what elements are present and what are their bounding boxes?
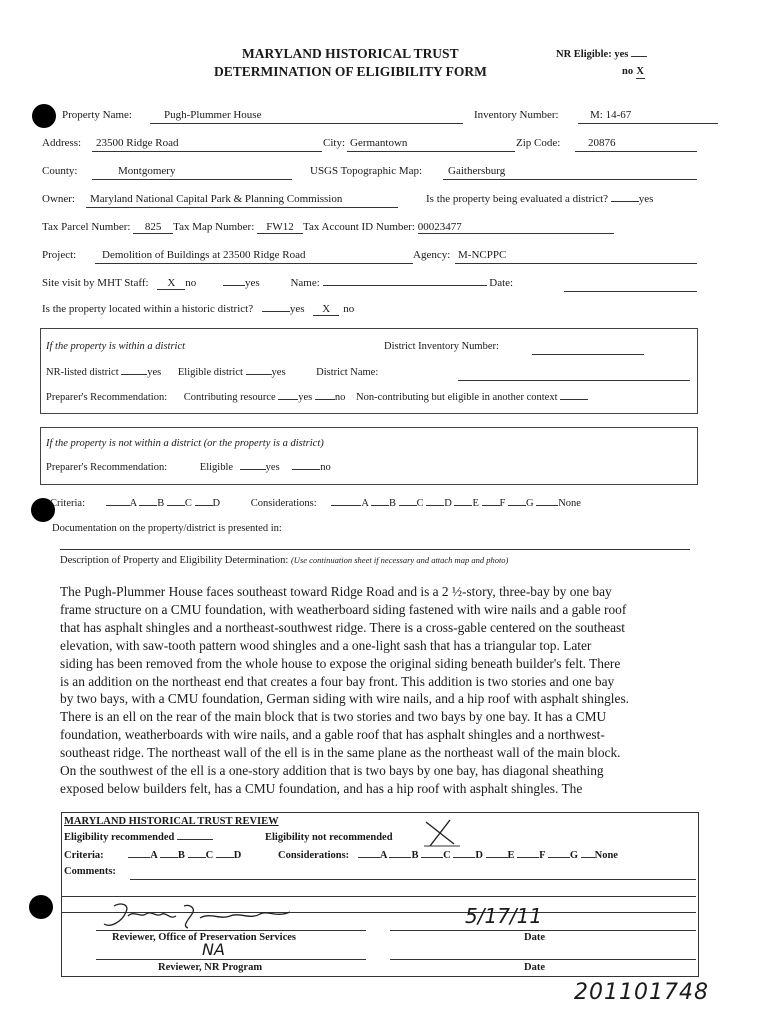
description-line: is an addition on the northeast end that creates a four bay front. This addition is two stories and one bay — [60, 673, 615, 689]
historic-district-question: Is the property located within a historic district? yes X no — [42, 303, 355, 315]
zip-label: Zip Code: — [516, 137, 561, 149]
district-inventory-label: District Inventory Number: — [384, 341, 499, 352]
comments-label: Comments: — [64, 866, 116, 877]
punch-hole-bottom — [29, 895, 53, 919]
county-value: Montgomery — [118, 165, 176, 177]
not-recommended-checkmark — [420, 818, 462, 848]
usgs-value: Gaithersburg — [448, 165, 506, 177]
punch-hole-top — [32, 104, 56, 128]
reviewer-nr-label: Reviewer, NR Program — [158, 962, 263, 973]
document-number-handwritten: 201101748 — [574, 980, 709, 1005]
description-line: elevation, with saw-tooth pattern wood shingles and a one-light sash that has a triangular top. Later — [60, 637, 592, 653]
description-line: by two bays, with a CMU foundation, German siding with wire nails, and a hip roof with asphalt shingles. — [60, 691, 630, 707]
description-body — [60, 583, 700, 798]
agency-value: M-NCPPC — [458, 249, 507, 261]
review-date-handwritten: 5/17/11 — [465, 904, 543, 928]
review-criteria-row: Criteria: A B C D Considerations: A B C D E F G None — [64, 850, 618, 861]
zip-value: 20876 — [588, 137, 616, 149]
within-district-heading: If the property is within a district — [46, 341, 186, 352]
county-label: County: — [42, 165, 78, 177]
nr-eligible-yes: NR Eligible: yes — [556, 49, 647, 60]
documentation-label: Documentation on the property/district is presented in: — [52, 523, 282, 534]
box1-row2: NR-listed district yes Eligible district yes District Name: — [46, 367, 379, 378]
review-date-label-1: Date — [524, 932, 545, 943]
description-line: southeast ridge. The northeast wall of the ell is in the same plane as the northeast wall of the main block. — [60, 745, 621, 761]
nr-program-na: NA — [202, 940, 225, 959]
description-line: frame structure on a CMU foundation, with weatherboard siding fastened with wire nails and a gable roof — [60, 601, 627, 617]
description-line: On the southwest of the ell is a one-story addition that is two bays by one bay, has diagonal sheathing — [60, 763, 604, 779]
project-label: Project: — [42, 249, 77, 261]
city-label: City: — [323, 137, 346, 149]
agency-label: Agency: — [413, 249, 451, 261]
inventory-label: Inventory Number: — [474, 109, 559, 121]
description-line: that has asphalt shingles and a northeast-southwest ridge. There is a cross-gable centered on the southeast — [60, 619, 625, 635]
form-title-2: DETERMINATION OF ELIGIBILITY FORM — [214, 64, 487, 79]
reviewer-ops-label: Reviewer, Office of Preservation Services — [112, 932, 296, 943]
owner-label: Owner: — [42, 193, 75, 205]
review-heading: MARYLAND HISTORICAL TRUST REVIEW — [64, 816, 279, 827]
usgs-label: USGS Topographic Map: — [310, 165, 423, 177]
property-name-label: Property Name: — [62, 109, 132, 121]
form-title-1: MARYLAND HISTORICAL TRUST — [242, 46, 459, 61]
address-value: 23500 Ridge Road — [96, 137, 179, 149]
not-within-district-box — [40, 427, 698, 485]
description-line: The Pugh-Plummer House faces southeast toward Ridge Road and is a 2 ½-story, three-bay by one bay — [60, 584, 612, 599]
box1-row3: Preparer's Recommendation: Contributing resource yes no Non-contributing but eligible in another context — [46, 392, 588, 403]
review-date-label-2: Date — [524, 962, 545, 973]
description-line: There is an ell on the rear of the main block that is two stories and two bays by one bay. It has a CMU — [60, 709, 607, 725]
city-value: Germantown — [350, 137, 408, 149]
eligibility-recommended: Eligibility recommended — [64, 832, 213, 843]
owner-value: Maryland National Capital Park & Planning Commission — [90, 193, 343, 205]
description-line: exposed below builders felt, has a CMU foundation, and has a hip roof with asphalt shingles. The — [60, 780, 583, 796]
nr-eligible-no: no X — [622, 66, 645, 77]
eligibility-not-recommended: Eligibility not recommended — [265, 832, 393, 843]
site-visit-row: Site visit by MHT Staff: X no yes Name: Date: — [42, 277, 514, 289]
description-line: siding has been removed from the whole house to expose the original siding beneath builder's felt. There — [60, 655, 621, 671]
inventory-value: M: 14-67 — [590, 109, 632, 121]
address-label: Address: — [42, 137, 82, 149]
description-line: foundation, weatherboards with wire nails, and a gable roof that has asphalt shingles and a northwest- — [60, 727, 605, 743]
box2-row2: Preparer's Recommendation: Eligible yes no — [46, 462, 331, 473]
district-question: Is the property being evaluated a district? yes — [426, 193, 654, 205]
not-within-district-heading: If the property is not within a district (or the property is a district) — [46, 438, 324, 449]
property-name-value: Pugh-Plummer House — [164, 109, 262, 121]
tax-parcel-row: Tax Parcel Number: 825 Tax Map Number: FW12 Tax Account ID Number: 00023477 — [42, 221, 614, 234]
project-value: Demolition of Buildings at 23500 Ridge Road — [102, 249, 306, 261]
description-label: Description of Property and Eligibility Determination: (Use continuation sheet if necessary and attach map and photo) — [60, 555, 509, 566]
criteria-row: Criteria: A B C D Considerations: A B C D E F G None — [50, 498, 581, 509]
